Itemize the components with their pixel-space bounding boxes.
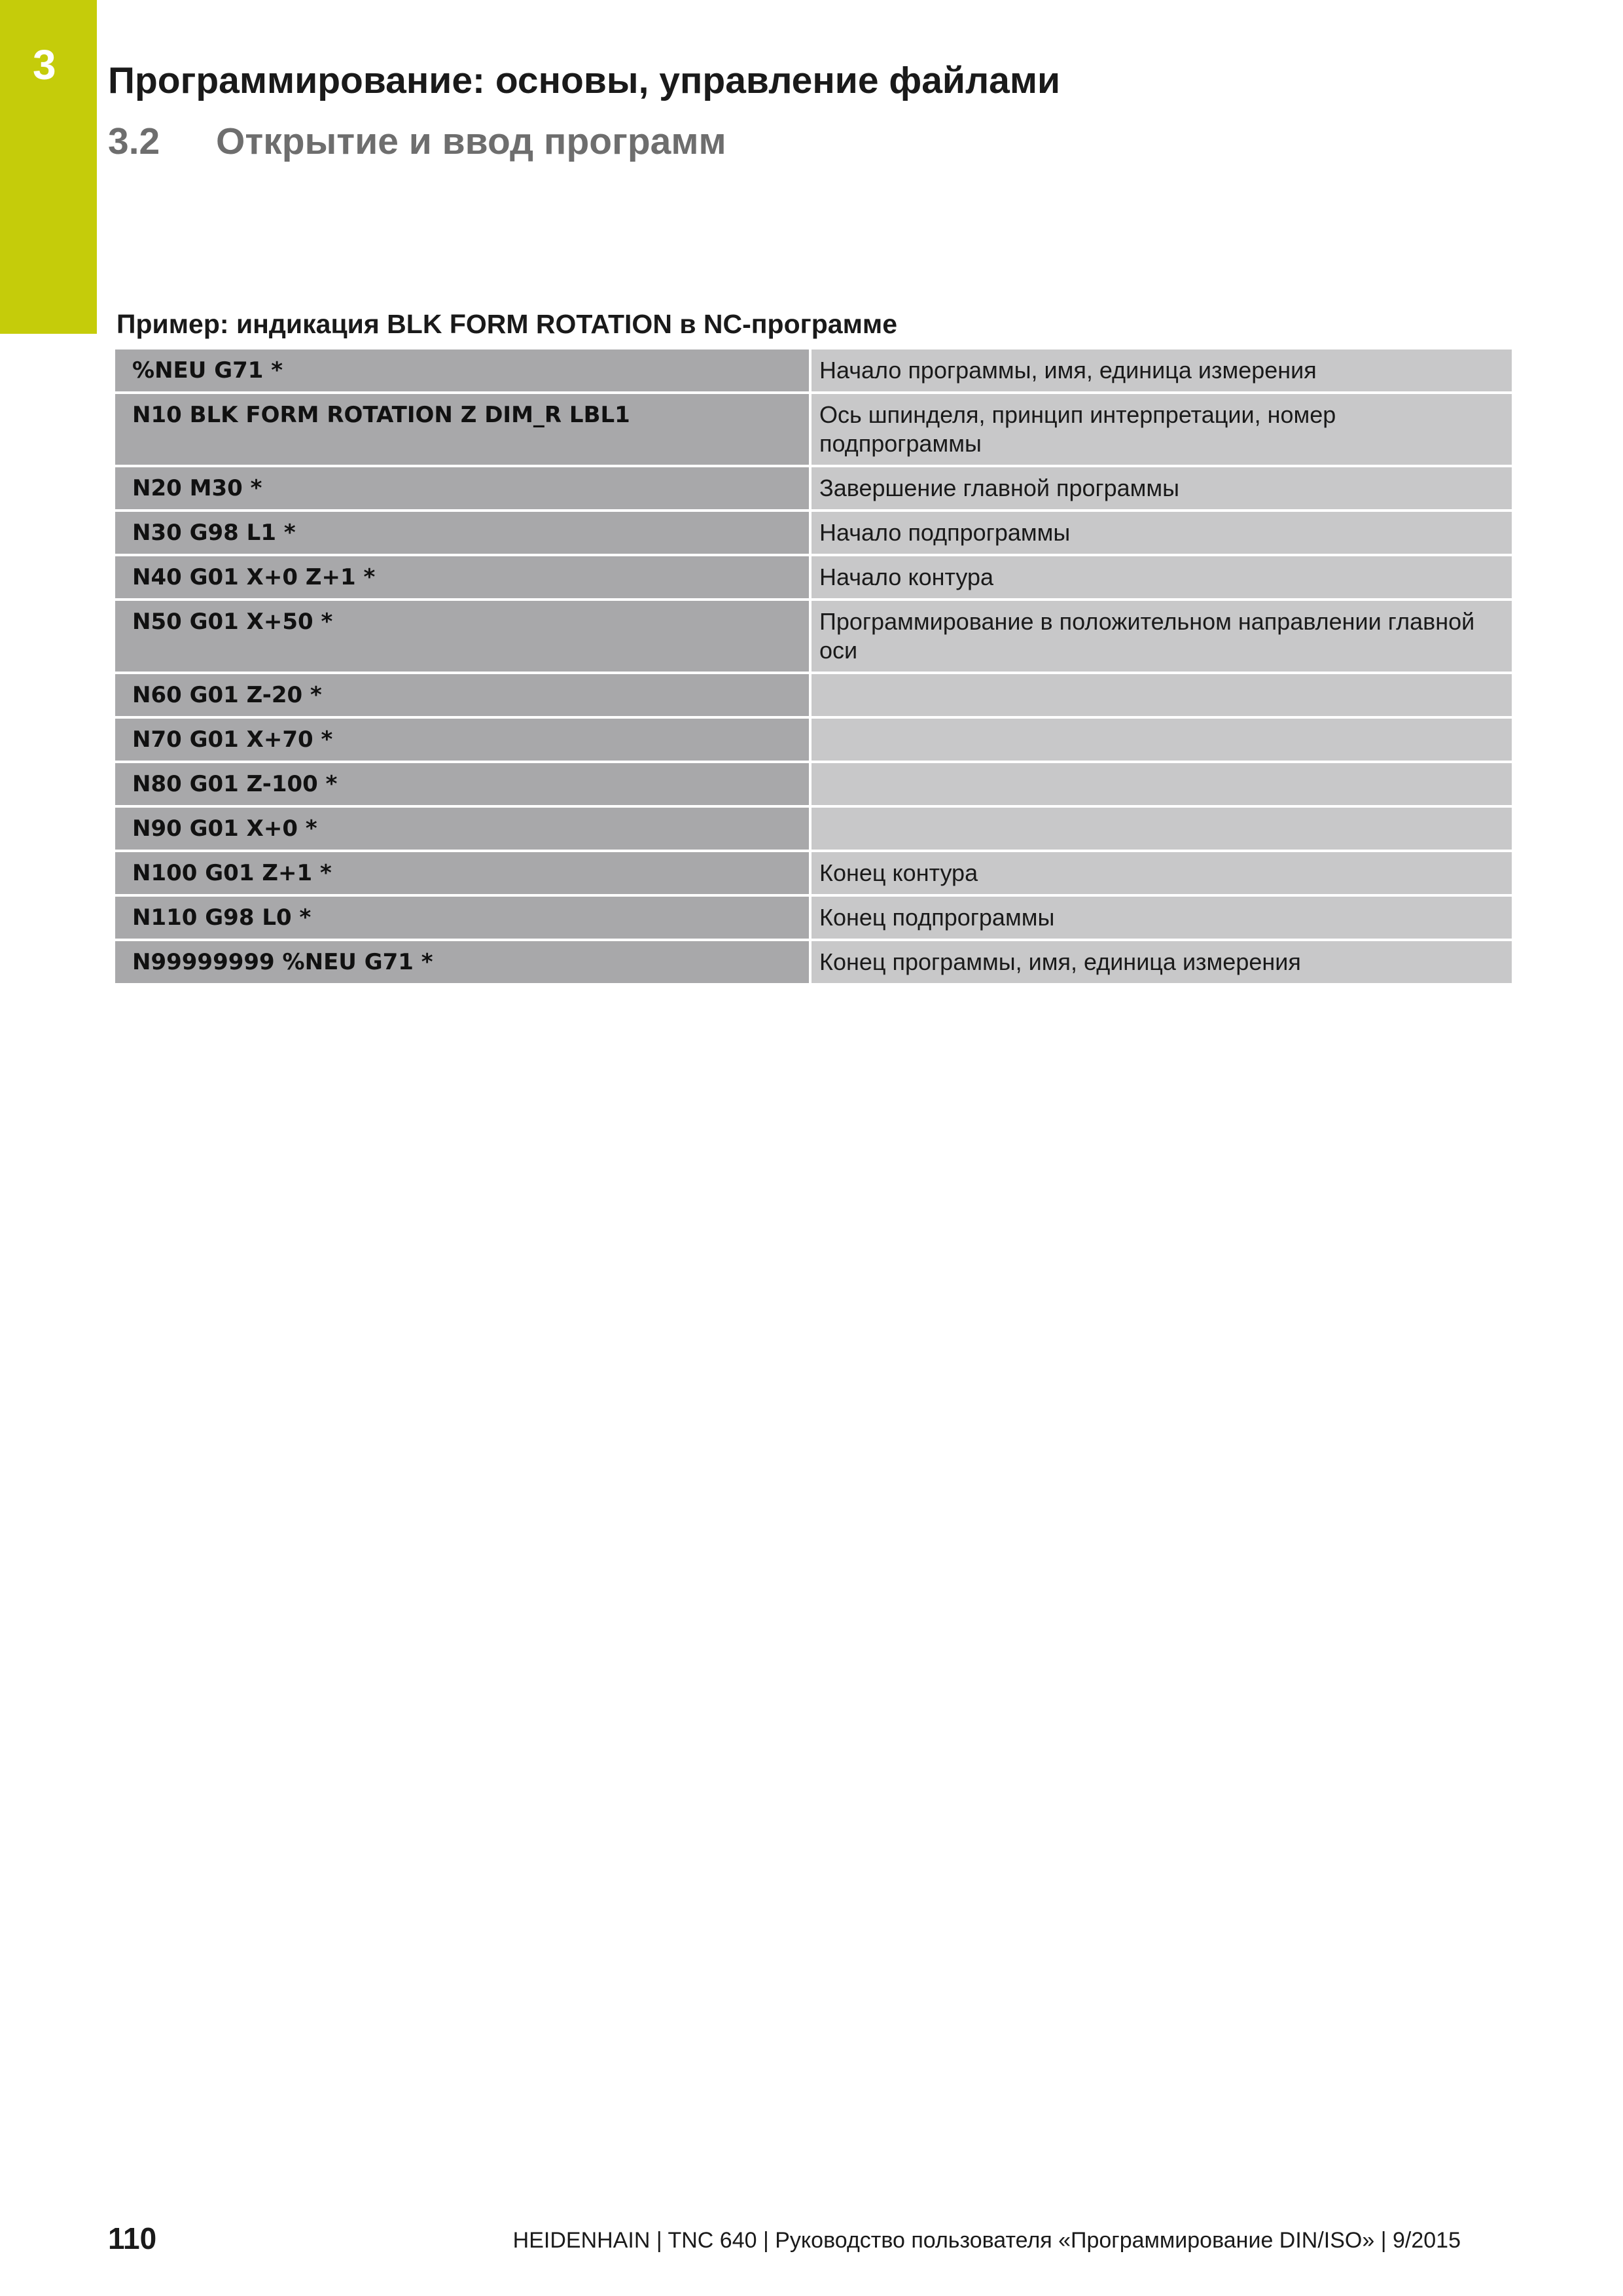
code-cell: N20 M30 * — [115, 467, 809, 509]
table-row — [115, 601, 1512, 672]
table-row — [115, 808, 1512, 850]
table-row — [115, 512, 1512, 554]
table-row — [115, 556, 1512, 598]
description-cell: Завершение главной программы — [812, 467, 1512, 509]
description-cell — [812, 719, 1512, 761]
description-cell: Конец подпрограммы — [812, 897, 1512, 939]
code-cell: N30 G98 L1 * — [115, 512, 809, 554]
code-cell: N110 G98 L0 * — [115, 897, 809, 939]
chapter-number: 3 — [33, 41, 56, 88]
chapter-title: Программирование: основы, управление файлами — [108, 60, 1061, 101]
section-title: Открытие и ввод программ — [216, 120, 726, 162]
code-cell: N60 G01 Z-20 * — [115, 674, 809, 716]
table-row — [115, 394, 1512, 465]
program-table — [115, 350, 1512, 983]
description-cell: Начало подпрограммы — [812, 512, 1512, 554]
code-cell: N10 BLK FORM ROTATION Z DIM_R LBL1 — [115, 394, 809, 465]
description-cell — [812, 763, 1512, 805]
code-cell: N80 G01 Z-100 * — [115, 763, 809, 805]
page-number: 110 — [108, 2221, 157, 2255]
table-row — [115, 674, 1512, 716]
description-cell: Ось шпинделя, принцип интерпретации, номер подпрограммы — [812, 394, 1512, 465]
table-row — [115, 897, 1512, 939]
description-cell: Начало контура — [812, 556, 1512, 598]
footer-text: HEIDENHAIN | TNC 640 | Руководство пользователя «Программирование DIN/ISO» | 9/2015 — [512, 2228, 1461, 2253]
code-cell: N40 G01 X+0 Z+1 * — [115, 556, 809, 598]
section-number: 3.2 — [108, 120, 160, 162]
description-cell — [812, 808, 1512, 850]
table-row — [115, 350, 1512, 391]
chapter-tab — [0, 0, 97, 334]
code-cell: %NEU G71 * — [115, 350, 809, 391]
description-cell: Начало программы, имя, единица измерения — [812, 350, 1512, 391]
code-cell: N99999999 %NEU G71 * — [115, 941, 809, 983]
example-heading: Пример: индикация BLK FORM ROTATION в NC-программе — [116, 309, 898, 339]
description-cell — [812, 674, 1512, 716]
code-cell: N70 G01 X+70 * — [115, 719, 809, 761]
table-row — [115, 852, 1512, 894]
code-cell: N90 G01 X+0 * — [115, 808, 809, 850]
description-cell: Программирование в положительном направлении главной оси — [812, 601, 1512, 672]
table-row — [115, 719, 1512, 761]
code-cell: N50 G01 X+50 * — [115, 601, 809, 672]
description-cell: Конец программы, имя, единица измерения — [812, 941, 1512, 983]
code-cell: N100 G01 Z+1 * — [115, 852, 809, 894]
description-cell: Конец контура — [812, 852, 1512, 894]
table-row — [115, 763, 1512, 805]
table-row — [115, 467, 1512, 509]
table-row — [115, 941, 1512, 983]
